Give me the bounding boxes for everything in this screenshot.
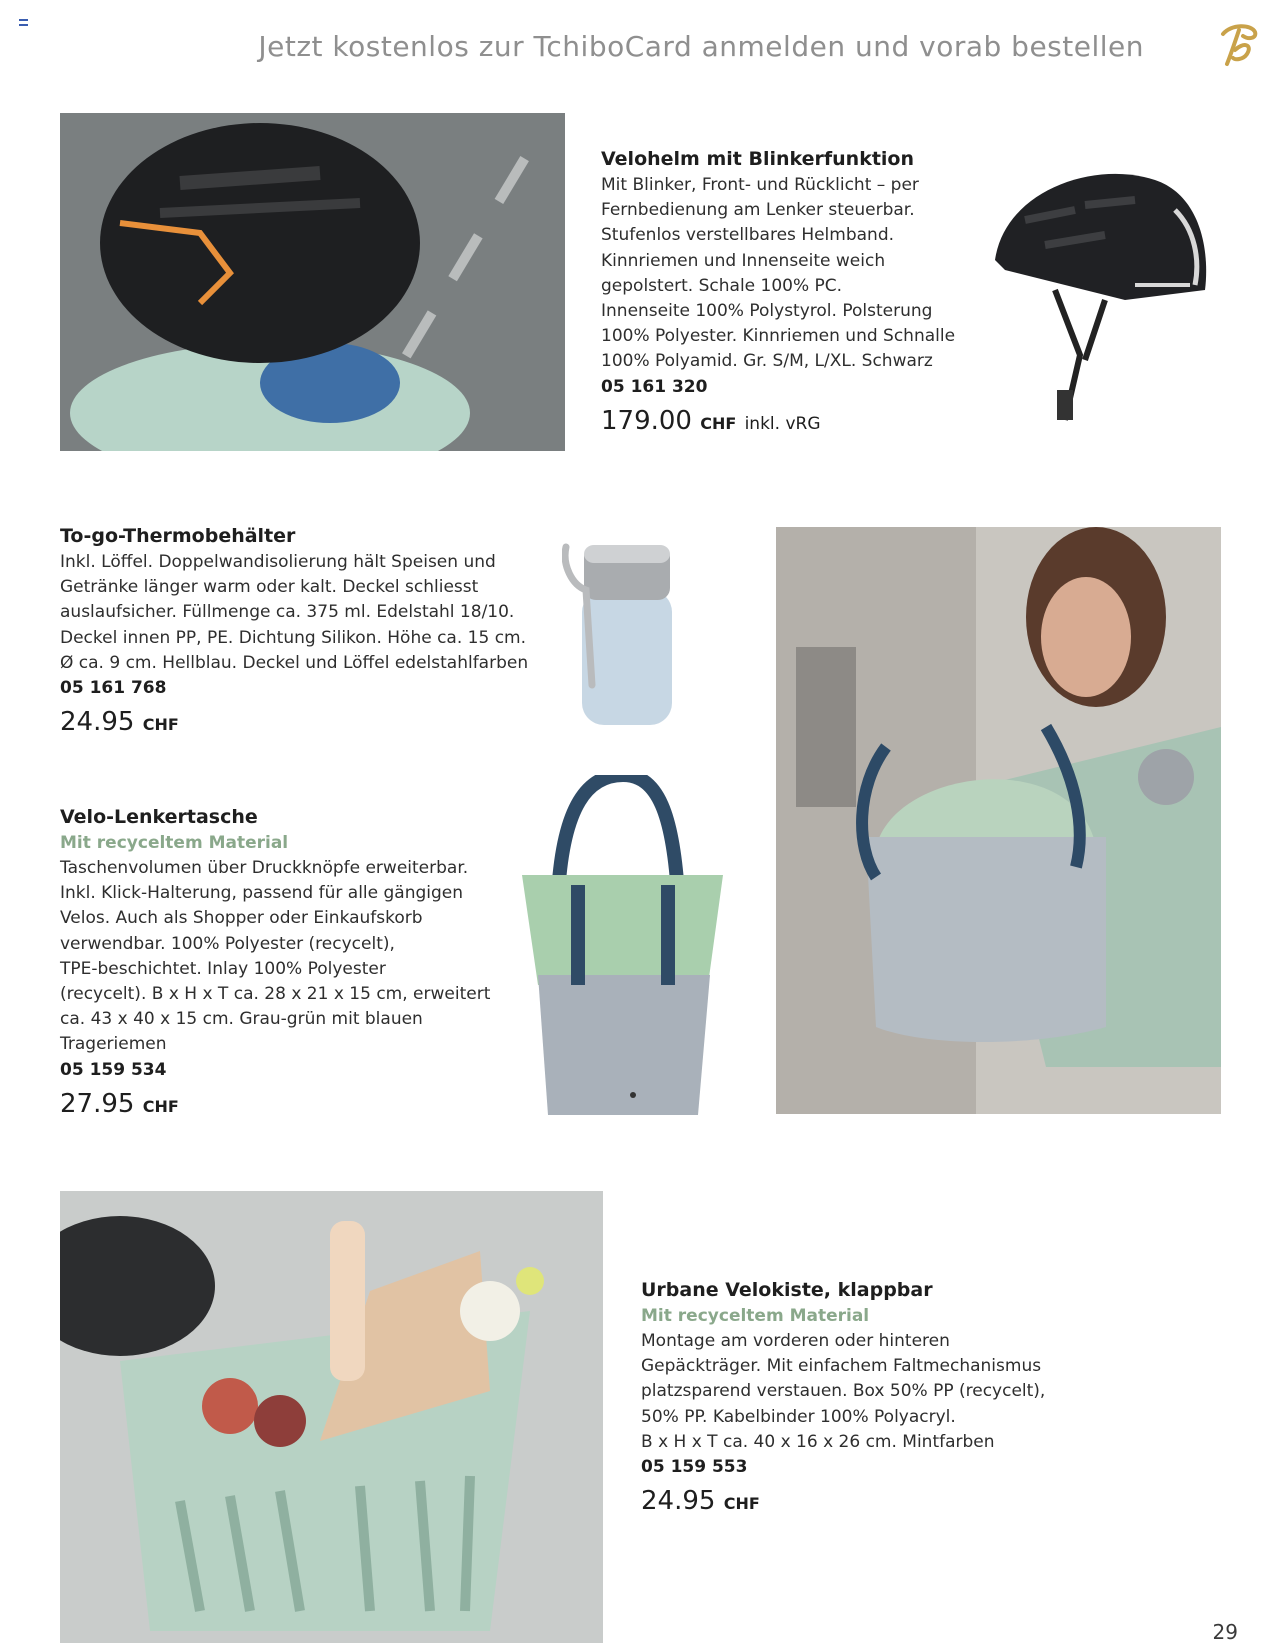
price-currency: CHF (142, 715, 179, 735)
helmet-info (601, 147, 971, 441)
language-flag-icon[interactable] (19, 19, 28, 26)
product-title[interactable]: Urbane Velokiste, klappbar (641, 1279, 933, 1301)
price (60, 705, 530, 742)
helmet-lifestyle-photo (60, 113, 565, 451)
product-subtitle: Mit recyceltem Material (60, 833, 289, 853)
article-number: 05 159 553 (641, 1457, 748, 1478)
article-number: 05 159 534 (60, 1059, 167, 1080)
price-value: 179.00 (601, 405, 692, 436)
price-currency: CHF (142, 1096, 179, 1116)
helmet-product-image (985, 160, 1215, 430)
thermo-product-image (562, 535, 692, 735)
page-number: 29 (1212, 1620, 1238, 1644)
tchibocard-banner[interactable]: Jetzt kostenlos zur TchiboCard anmelden und vorab bestellen (258, 30, 1144, 63)
price-value: 24.95 (60, 707, 135, 738)
tchibo-logo-icon (1213, 20, 1261, 68)
thermo-info (60, 524, 530, 742)
bag-info (60, 805, 500, 1124)
bag-lifestyle-photo (776, 527, 1221, 1114)
product-description: Mit Blinker, Front- und Rücklicht – per Fernbedienung am Lenker steuerbar. Stufenlos verstellbares Helmband. Kinnriemen und Innenseite weich gepolstert. Schale 100% PC. Innenseite 100% Polystyrol. Polsterung 100% Polyester. Kinnriemen und Schnalle 100% Polyamid. Gr. S/M, L/XL. Schwarz (601, 175, 956, 372)
price-value: 24.95 (641, 1486, 716, 1517)
crate-info (641, 1278, 1061, 1521)
price-currency: CHF (700, 413, 737, 433)
price-value: 27.95 (60, 1088, 135, 1119)
product-title[interactable]: Velo-Lenkertasche (60, 806, 258, 828)
price-currency: CHF (723, 1494, 760, 1514)
article-number: 05 161 768 (60, 678, 167, 699)
product-description: Taschenvolumen über Druckknöpfe erweiterbar. Inkl. Klick-Halterung, passend für alle gängigen Velos. Auch als Shopper oder Einkaufskorb verwendbar. 100% Polyester (recycelt), TPE-beschichtet. Inlay 100% Polyester (recycelt). B x H x T ca. 28 x 21 x 15 cm, erweitert ca. 43 x 40 x 15 cm. Grau-grün mit blauen Trageriemen (60, 858, 491, 1055)
article-number: 05 161 320 (601, 376, 708, 397)
product-title[interactable]: To-go-Thermobehälter (60, 525, 296, 547)
crate-lifestyle-photo (60, 1191, 603, 1643)
bag-product-image (518, 775, 728, 1120)
product-title[interactable]: Velohelm mit Blinkerfunktion (601, 148, 915, 170)
price-vat-note: inkl. vRG (744, 413, 821, 434)
price (60, 1087, 500, 1124)
product-description: Montage am vorderen oder hinteren Gepäckträger. Mit einfachem Faltmechanismus platzsparend verstauen. Box 50% PP (recycelt), 50% PP. Kabelbinder 100% Polyacryl. B x H x T ca. 40 x 16 x 26 cm. Mintfarben (641, 1331, 1046, 1452)
price (641, 1484, 1061, 1521)
product-subtitle: Mit recyceltem Material (641, 1306, 870, 1326)
price (601, 404, 971, 441)
product-description: Inkl. Löffel. Doppelwandisolierung hält Speisen und Getränke länger warm oder kalt. Deckel schliesst auslaufsicher. Füllmenge ca. 375 ml. Edelstahl 18/10. Deckel innen PP, PE. Dichtung Silikon. Höhe ca. 15 cm. Ø ca. 9 cm. Hellblau. Deckel und Löffel edelstahlfarben (60, 552, 529, 673)
